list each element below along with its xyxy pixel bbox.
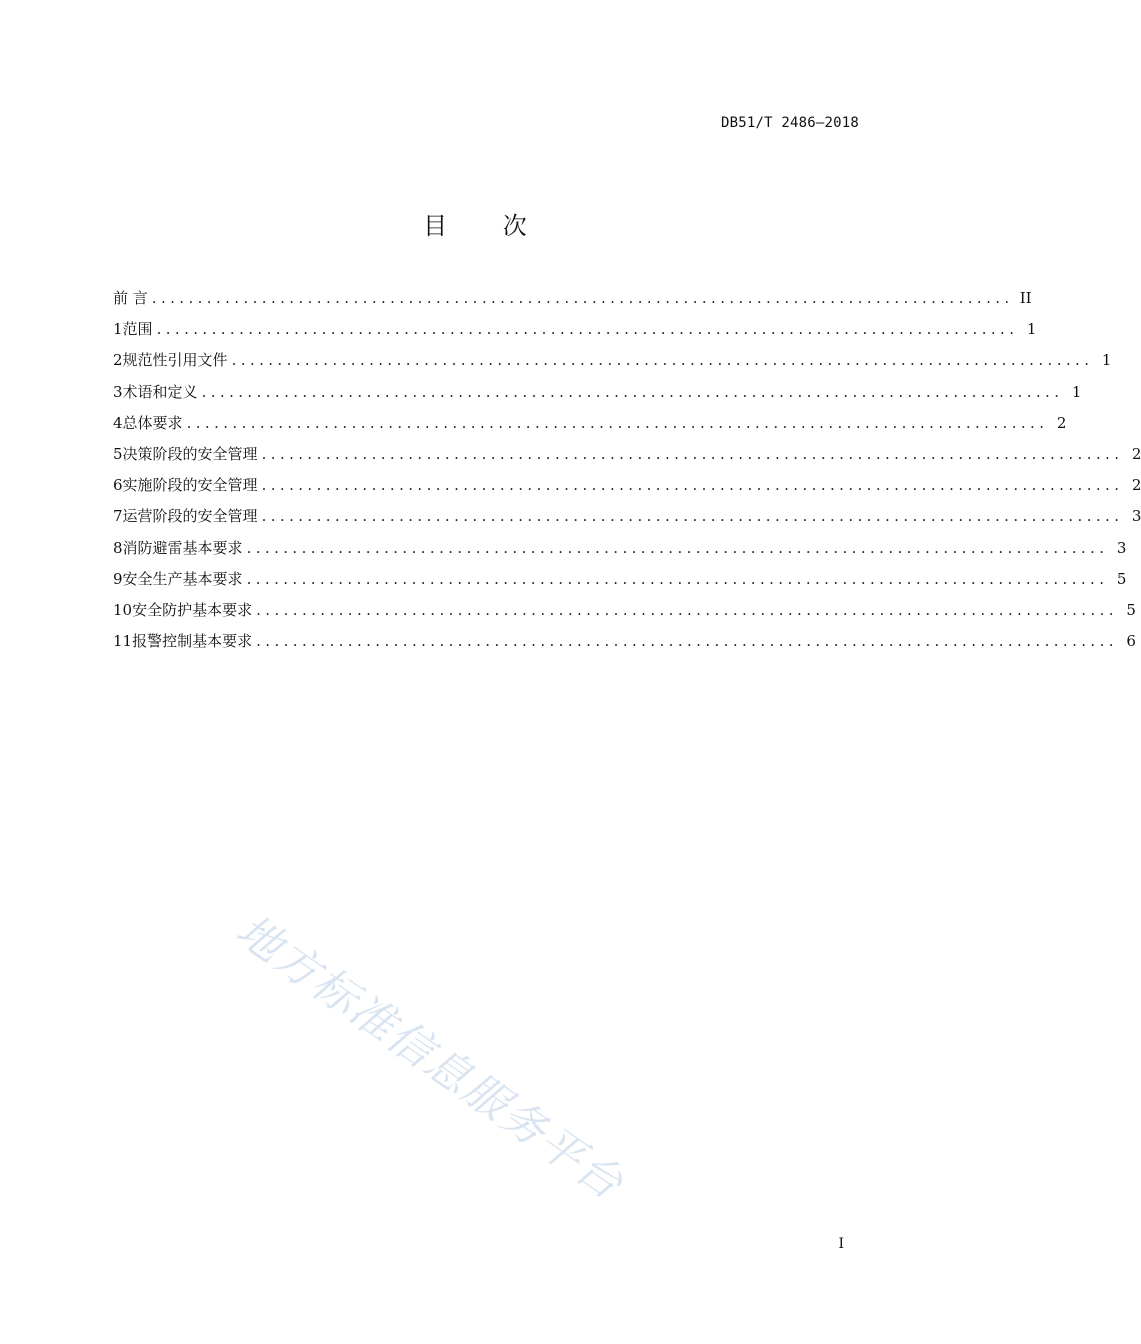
toc-entry-label: 决策阶段的安全管理: [122, 444, 258, 463]
toc-entry-fire-lightning[interactable]: [113, 536, 1127, 567]
toc-page-number: 2: [1131, 444, 1141, 463]
document-code: DB51/T 2486—2018: [720, 115, 859, 131]
toc-page-number: 2: [1131, 476, 1141, 495]
toc-page-number: 5: [1126, 600, 1136, 619]
dot-leader: ..............................................................................................: [231, 351, 1094, 370]
table-of-contents: [113, 286, 1141, 660]
toc-entry-label: 报警控制基本要求: [132, 632, 253, 651]
toc-entry-implementation-stage[interactable]: [113, 473, 1141, 504]
toc-entry-number: 10: [113, 600, 133, 619]
toc-page-number: II: [1019, 289, 1032, 307]
toc-entry-label: 规范性引用文件: [122, 351, 228, 370]
toc-entry-operation-stage[interactable]: [113, 504, 1141, 535]
page-number: I: [838, 1236, 844, 1252]
toc-page-number: 1: [1101, 351, 1112, 370]
dot-leader: ..............................................................................................: [256, 632, 1118, 651]
toc-entry-label: 实施阶段的安全管理: [122, 476, 258, 495]
toc-entry-label: 总体要求: [122, 413, 183, 432]
toc-entry-number: 9: [113, 569, 123, 588]
toc-entry-safety-protection[interactable]: [113, 598, 1136, 629]
dot-leader: ..............................................................................................: [201, 382, 1064, 401]
dot-leader: ..............................................................................................: [246, 569, 1109, 588]
toc-entry-number: 1: [113, 320, 123, 339]
toc-entry-number: 5: [113, 444, 123, 463]
dot-leader: ..............................................................................................: [256, 600, 1118, 619]
toc-page-number: 6: [1126, 632, 1136, 651]
toc-entry-label: 消防避雷基本要求: [122, 538, 243, 557]
toc-page-number: 2: [1056, 413, 1067, 432]
toc-entry-foreword[interactable]: [113, 286, 1032, 317]
toc-page-number: 1: [1026, 320, 1037, 339]
dot-leader: ..............................................................................................: [261, 507, 1124, 526]
toc-entry-label: 运营阶段的安全管理: [122, 507, 258, 526]
toc-entry-alarm-control[interactable]: [113, 629, 1136, 660]
toc-entry-label: 范围: [122, 320, 153, 339]
toc-entry-number: 7: [113, 507, 123, 526]
toc-page-number: 5: [1116, 569, 1127, 588]
dot-leader: ..............................................................................................: [151, 289, 1014, 307]
toc-entry-number: 3: [113, 382, 123, 401]
toc-entry-number: 4: [113, 413, 123, 432]
toc-entry-scope[interactable]: [113, 317, 1037, 348]
dot-leader: ..............................................................................................: [156, 320, 1019, 339]
dot-leader: ..............................................................................................: [186, 413, 1049, 432]
toc-page-number: 3: [1116, 538, 1127, 557]
toc-entry-terms-definitions[interactable]: [113, 380, 1082, 411]
toc-entry-number: 11: [113, 632, 133, 651]
toc-page-number: 3: [1131, 507, 1141, 526]
dot-leader: ..............................................................................................: [261, 476, 1124, 495]
dot-leader: ..............................................................................................: [246, 538, 1109, 557]
toc-entry-number: 2: [113, 351, 123, 370]
watermark: 地方标准信息服务平台: [226, 904, 633, 1211]
toc-entry-production-safety[interactable]: [113, 567, 1127, 598]
toc-page-number: 1: [1071, 382, 1082, 401]
dot-leader: ..............................................................................................: [261, 444, 1124, 463]
toc-entry-decision-stage[interactable]: [113, 442, 1141, 473]
toc-entry-label: 术语和定义: [122, 382, 198, 401]
toc-entry-number: 6: [113, 476, 123, 495]
toc-entry-general-requirements[interactable]: [113, 411, 1067, 442]
page-title: 目 次: [423, 212, 527, 240]
toc-entry-label: 前 言: [113, 289, 148, 307]
toc-entry-label: 安全生产基本要求: [122, 569, 243, 588]
toc-entry-label: 安全防护基本要求: [132, 600, 253, 619]
toc-entry-normative-references[interactable]: [113, 348, 1112, 379]
toc-entry-number: 8: [113, 538, 123, 557]
